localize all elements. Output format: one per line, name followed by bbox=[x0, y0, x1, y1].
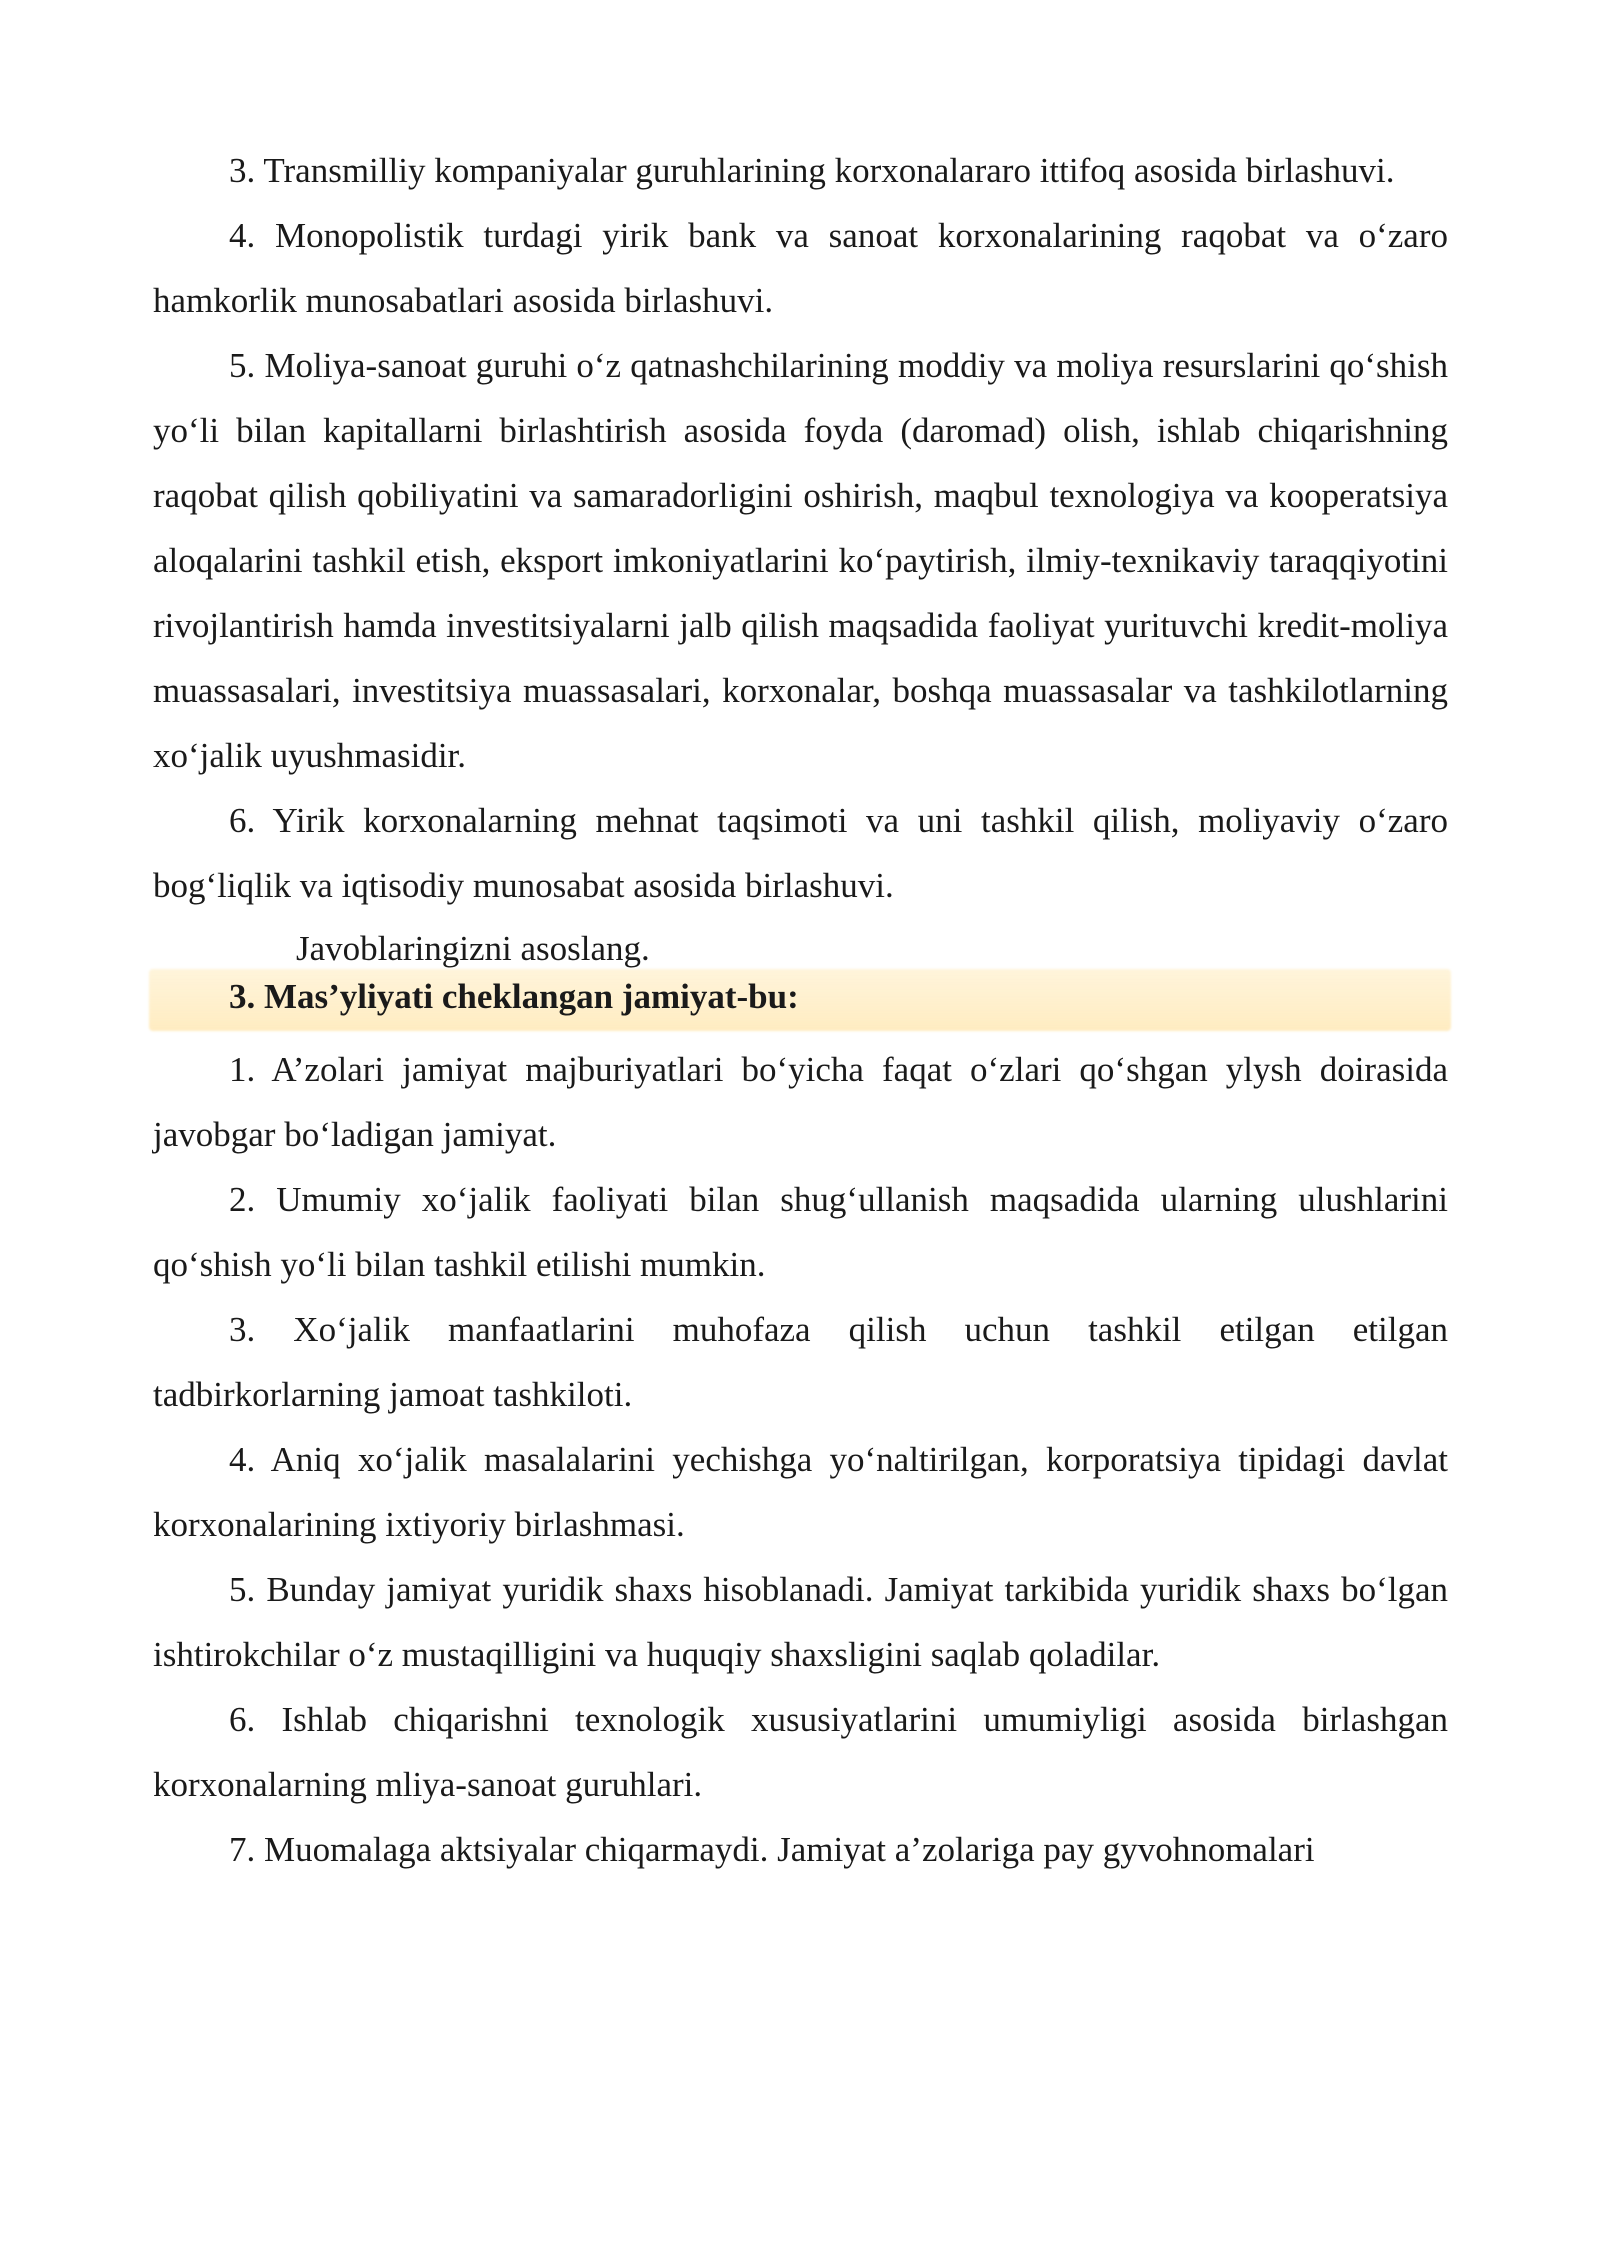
answer-option-3: 3. Xo‘jalik manfaatlarini muhofaza qilish uchun tashkil etilgan etilgan tadbirkorlarning jamoat tashkiloti. bbox=[153, 1310, 1448, 1414]
document-page bbox=[153, 138, 1448, 1882]
answer-option-4: 4. Aniq xo‘jalik masalalarini yechishga yo‘naltirilgan, korporatsiya tipidagi davlat korxonalarining ixtiyoriy birlashmasi. bbox=[153, 1440, 1448, 1544]
instruction-note: Javoblaringizni asoslang. bbox=[296, 929, 650, 968]
answer-option-6: 6. Ishlab chiqarishni texnologik xususiyatlarini umumiyligi asosida birlashgan korxonalarning mliya-sanoat guruhlari. bbox=[153, 1700, 1448, 1804]
intro-item-3: 3. Transmilliy kompaniyalar guruhlarining korxonalararo ittifoq asosida birlashuvi. bbox=[229, 151, 1395, 190]
answer-option-1: 1. A’zolari jamiyat majburiyatlari bo‘yicha faqat o‘zlari qo‘shgan ylysh doirasida javobgar bo‘ladigan jamiyat. bbox=[153, 1050, 1448, 1154]
intro-item-4: 4. Monopolistik turdagi yirik bank va sanoat korxonalarining raqobat va o‘zaro hamkorlik munosabatlari asosida birlashuvi. bbox=[153, 216, 1448, 320]
answer-option-2: 2. Umumiy xo‘jalik faoliyati bilan shug‘ullanish maqsadida ularning ulushlarini qo‘shish yo‘li bilan tashkil etilishi mumkin. bbox=[153, 1180, 1448, 1284]
answer-option-5: 5. Bunday jamiyat yuridik shaxs hisoblanadi. Jamiyat tarkibida yuridik shaxs bo‘lgan ishtirokchilar o‘z mustaqilligini va huquqiy shaxsligini saqlab qoladilar. bbox=[153, 1570, 1448, 1674]
question-text: 3. Mas’yliyati cheklangan jamiyat-bu: bbox=[229, 977, 799, 1016]
answer-option-7: 7. Muomalaga aktsiyalar chiqarmaydi. Jamiyat a’zolariga pay gyvohnomalari bbox=[229, 1830, 1315, 1869]
question-heading bbox=[153, 972, 1448, 1034]
intro-item-5: 5. Moliya-sanoat guruhi o‘z qatnashchilarining moddiy va moliya resurslarini qo‘shish yo‘li bilan kapitallarni birlashtirish asosida foyda (daromad) olish, ishlab chiqarishning raqobat qilish qobiliyatini va samaradorligini oshirish, maqbul texnologiya va kooperatsiya aloqalarini tashkil etish, eksport imkoniyatlarini ko‘paytirish, ilmiy-texnikaviy taraqqiyotini rivojlantirish hamda investitsiyalarni jalb qilish maqsadida faoliyat yurituvchi kredit-moliya muassasalari, investitsiya muassasalari, korxonalar, boshqa muassasalar va tashkilotlarning xo‘jalik uyushmasidir. bbox=[153, 346, 1448, 775]
intro-item-6: 6. Yirik korxonalarning mehnat taqsimoti va uni tashkil qilish, moliyaviy o‘zaro bog‘liqlik va iqtisodiy munosabat asosida birlashuvi. bbox=[153, 801, 1448, 905]
